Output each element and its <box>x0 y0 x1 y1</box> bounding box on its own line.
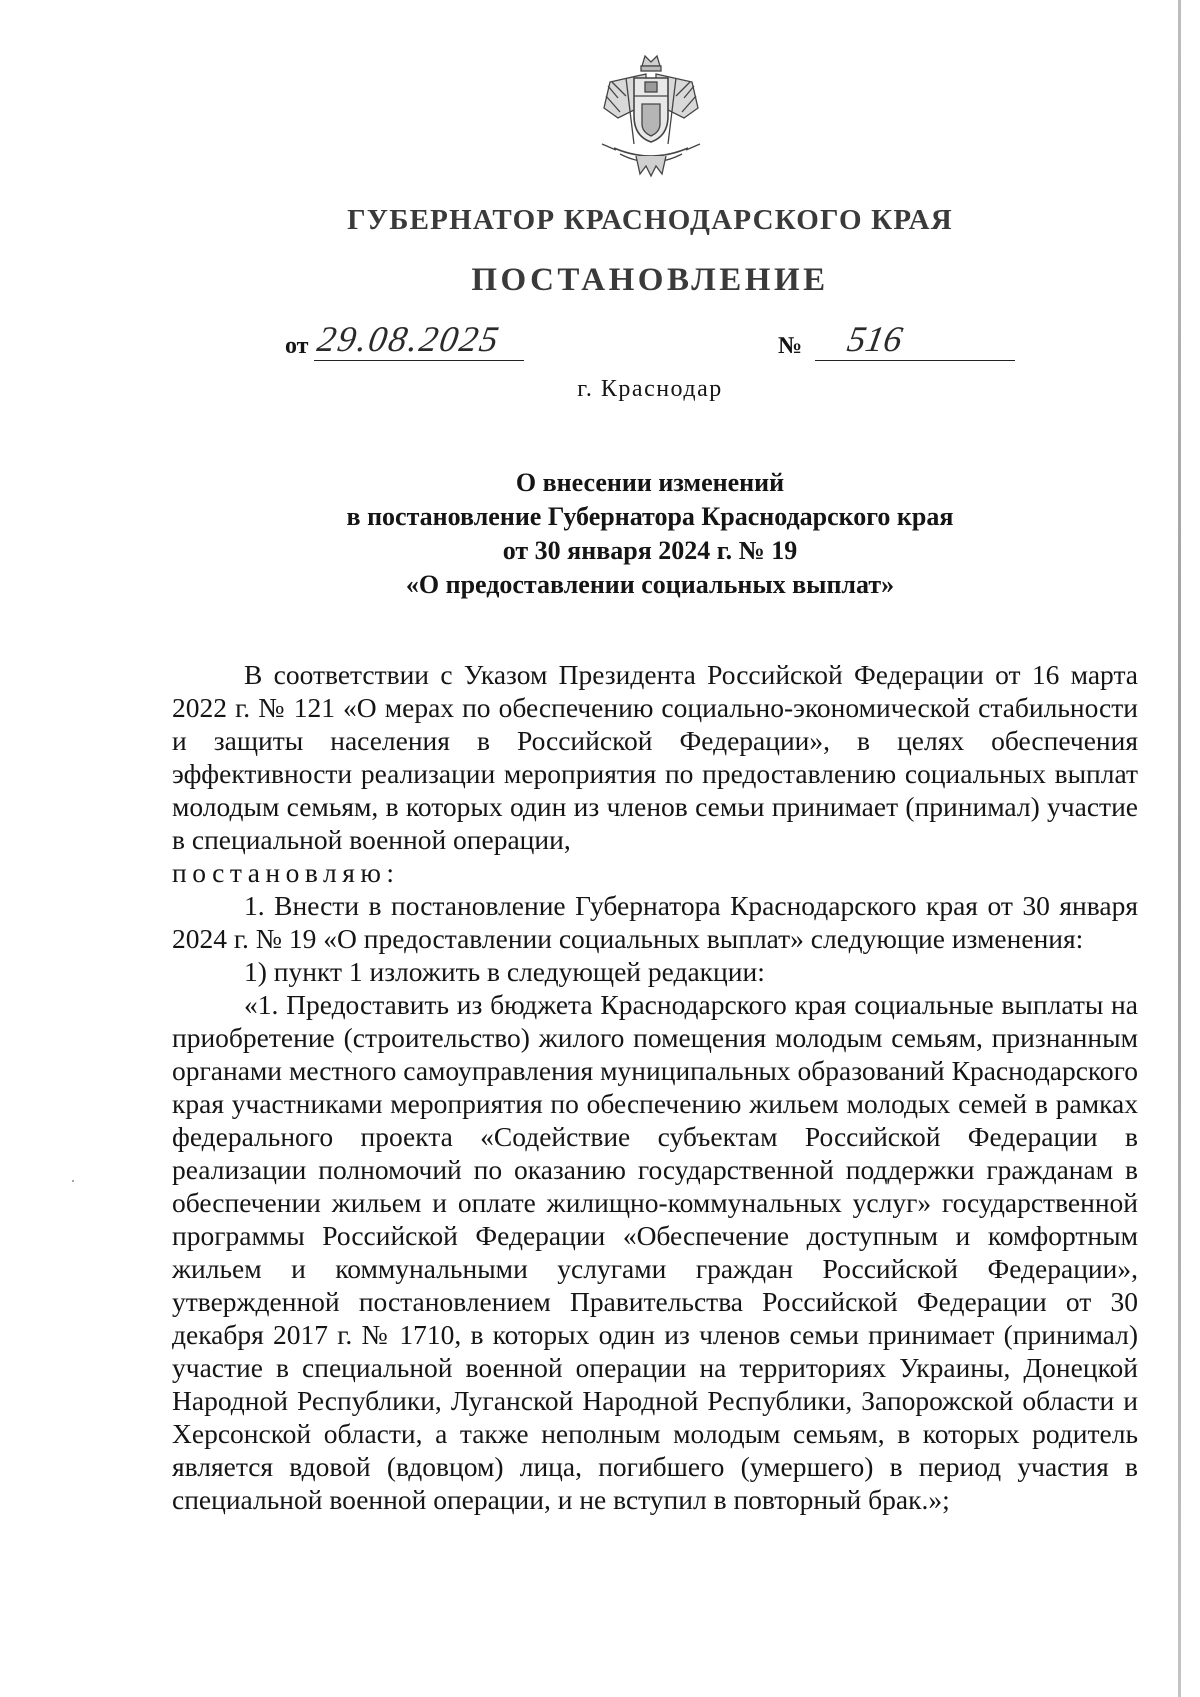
issuing-authority: ГУБЕРНАТОР КРАСНОДАРСКОГО КРАЯ <box>347 204 953 236</box>
scan-speck <box>72 1180 74 1182</box>
document-type: ПОСТАНОВЛЕНИЕ <box>471 262 829 298</box>
date-label: от <box>285 333 309 359</box>
preamble-paragraph: В соответствии с Указом Президента Российской Федерации от 16 марта 2022 г. № 121 «О мерах по обеспечению социально-экономической стабильности и защиты населения в Российской Федерации», в целях обеспечения эффективности реализации мероприятия по предоставлению социальных выплат молодым семьям, в которых один из членов семьи принимает (принимал) участие в специальной военной операции, <box>172 659 1138 855</box>
subitem-1-paragraph: 1) пункт 1 изложить в следующей редакции: <box>244 956 765 987</box>
date-underline <box>314 360 524 361</box>
number-underline <box>815 360 1015 361</box>
city: г. Краснодар <box>577 376 723 402</box>
item-1-paragraph: 1. Внести в постановление Губернатора Краснодарского края от 30 января 2024 г. № 19 «О предоставлении социальных выплат» следующие изменения: <box>172 890 1138 954</box>
handwritten-number: 516 <box>844 319 906 359</box>
number-label: № <box>778 333 803 359</box>
document-body <box>172 658 1138 1516</box>
title-line: «О предоставлении социальных выплат» <box>405 570 895 599</box>
scan-edge <box>1178 0 1181 1697</box>
title-line: О внесении изменений <box>515 468 785 497</box>
title-line: в постановление Губернатора Краснодарского края <box>346 502 954 531</box>
document-title <box>300 466 1000 602</box>
quoted-amendment-paragraph: «1. Предоставить из бюджета Краснодарского края социальные выплаты на приобретение (строительство) жилого помещения молодым семьям, признанным органами местного самоуправления муниципальных образований Краснодарского края участниками мероприятия по обеспечению жильем молодых семей в рамках федерального проекта «Содействие субъектам Российской Федерации в реализации полномочий по оказанию государственной поддержки гражданам в обеспечении жильем и оплате жилищно-коммунальных услуг» государственной программы Российской Федерации «Обеспечение доступным и комфортным жильем и коммунальными услугами граждан Российской Федерации», утвержденной постановлением Правительства Российской Федерации от 30 декабря 2017 г. № 1710, в которых один из членов семьи принимает (принимал) участие в специальной военной операции на территориях Украины, Донецкой Народной Республики, Луганской Народной Республики, Запорожской области и Херсонской области, а также неполным молодым семьям, в которых родитель является вдовой (вдовцом) лица, погибшего (умершего) в период участия в специальной военной операции, и не вступил в повторный брак.»; <box>172 989 1138 1515</box>
coat-of-arms-icon <box>596 52 706 178</box>
decree-word: постановляю: <box>172 857 400 888</box>
handwritten-date: 29.08.2025 <box>314 319 504 359</box>
title-line: от 30 января 2024 г. № 19 <box>502 536 798 565</box>
